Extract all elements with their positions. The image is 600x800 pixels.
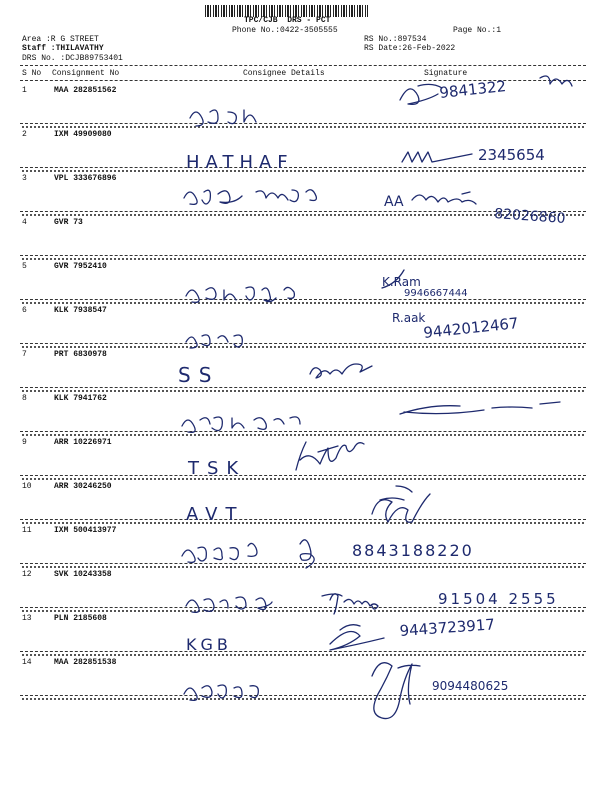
row-consignment-no: PLN 2185608 [54, 614, 107, 623]
row-consignment-no: VPL 333676896 [54, 174, 117, 183]
row-consignment-no: ARR 10226971 [54, 438, 112, 447]
row9-consignee-text: TSK [188, 458, 247, 479]
row11-signature [300, 540, 314, 568]
col-sno: S No [22, 69, 42, 78]
row-sno: 9 [22, 438, 27, 447]
page-number: Page No.:1 [453, 26, 502, 35]
row-consignment-no: GVR 73 [54, 218, 83, 227]
row1-consignee-handwriting [190, 110, 256, 126]
rs-date: RS Date:26-Feb-2022 [364, 44, 456, 53]
row5-consignee-handwriting [186, 287, 294, 302]
row13-consignee-text: KGB [186, 635, 232, 654]
row14-phone-text: 9094480625 [432, 679, 509, 693]
row-consignment-no: ARR 30246250 [54, 482, 112, 491]
rs-number: RS No.:897534 [364, 35, 427, 44]
row-sno: 3 [22, 174, 27, 183]
row-sno: 10 [22, 482, 32, 491]
row12-phone-text: 91504 2555 [438, 590, 559, 608]
row14-consignee-handwriting [184, 685, 258, 700]
row6-consignee-handwriting [186, 335, 242, 348]
row1-phone-text: 9841322 [438, 77, 507, 102]
row-consignment-no: KLK 7938547 [54, 306, 107, 315]
row6-sign-text: R.aak [392, 311, 426, 325]
row13-phone-text: 9443723917 [399, 615, 496, 640]
col-consignee: Consignee Details [243, 69, 325, 78]
col-signature: Signature [424, 69, 468, 78]
row12-signature [322, 594, 378, 614]
row3-name-text: AA [384, 194, 404, 210]
sheet-title: TPC/CJB DRS - PCT [244, 16, 331, 25]
row-sno: 6 [22, 306, 27, 315]
row-consignment-no: GVR 7952410 [54, 262, 107, 271]
drs-number: DRS No. :DCJB89753401 [22, 54, 123, 63]
phone-number: Phone No.:0422-3505555 [232, 26, 338, 35]
row8-signature [400, 402, 560, 414]
row-sno: 14 [22, 658, 32, 667]
row10-signature [372, 486, 430, 522]
row3-signature [412, 192, 476, 204]
row-sno: 11 [22, 526, 32, 535]
col-consignment: Consignment No [52, 69, 120, 78]
row-sno: 7 [22, 350, 27, 359]
row-sno: 12 [22, 570, 32, 579]
row14-signature [372, 663, 420, 719]
row11-consignee-handwriting [182, 543, 257, 562]
row12-consignee-handwriting [186, 597, 272, 612]
row2-consignee-text: HATHAF [186, 152, 294, 173]
row2-phone-text: 2345654 [478, 146, 545, 164]
area-label: Area :R G STREET [22, 35, 99, 44]
row-consignment-no: SVK 10243358 [54, 570, 112, 579]
row7-consignee-text: SS [178, 363, 220, 387]
row-sno: 13 [22, 614, 32, 623]
row-consignment-no: IXM 49909080 [54, 130, 112, 139]
row11-phone-text: 8843188220 [352, 541, 474, 560]
row8-consignee-handwriting [182, 417, 300, 433]
row5-sign-text: K.Ram [382, 275, 421, 289]
row-sno: 2 [22, 130, 27, 139]
row3-phone-text: 82026860 [493, 206, 566, 227]
row2-signature [402, 152, 472, 162]
row5-phone-text: 9946667444 [404, 288, 468, 299]
row9-signature [296, 442, 364, 470]
row7-signature [310, 364, 372, 378]
row-consignment-no: KLK 7941762 [54, 394, 107, 403]
row13-signature [330, 625, 384, 650]
staff-label: Staff :THILAVATHY [22, 44, 104, 53]
row-consignment-no: MAA 282851538 [54, 658, 117, 667]
row-sno: 1 [22, 86, 27, 95]
row-consignment-no: MAA 282851562 [54, 86, 117, 95]
row-sno: 8 [22, 394, 27, 403]
row6-phone-text: 9442012467 [422, 314, 520, 342]
row-sno: 4 [22, 218, 27, 227]
row3-consignee-handwriting [184, 190, 316, 205]
row-sno: 5 [22, 262, 27, 271]
row1-signature [400, 76, 572, 104]
row-consignment-no: IXM 500413977 [54, 526, 117, 535]
row-consignment-no: PRT 6830978 [54, 350, 107, 359]
row10-consignee-text: AVT [186, 504, 245, 525]
